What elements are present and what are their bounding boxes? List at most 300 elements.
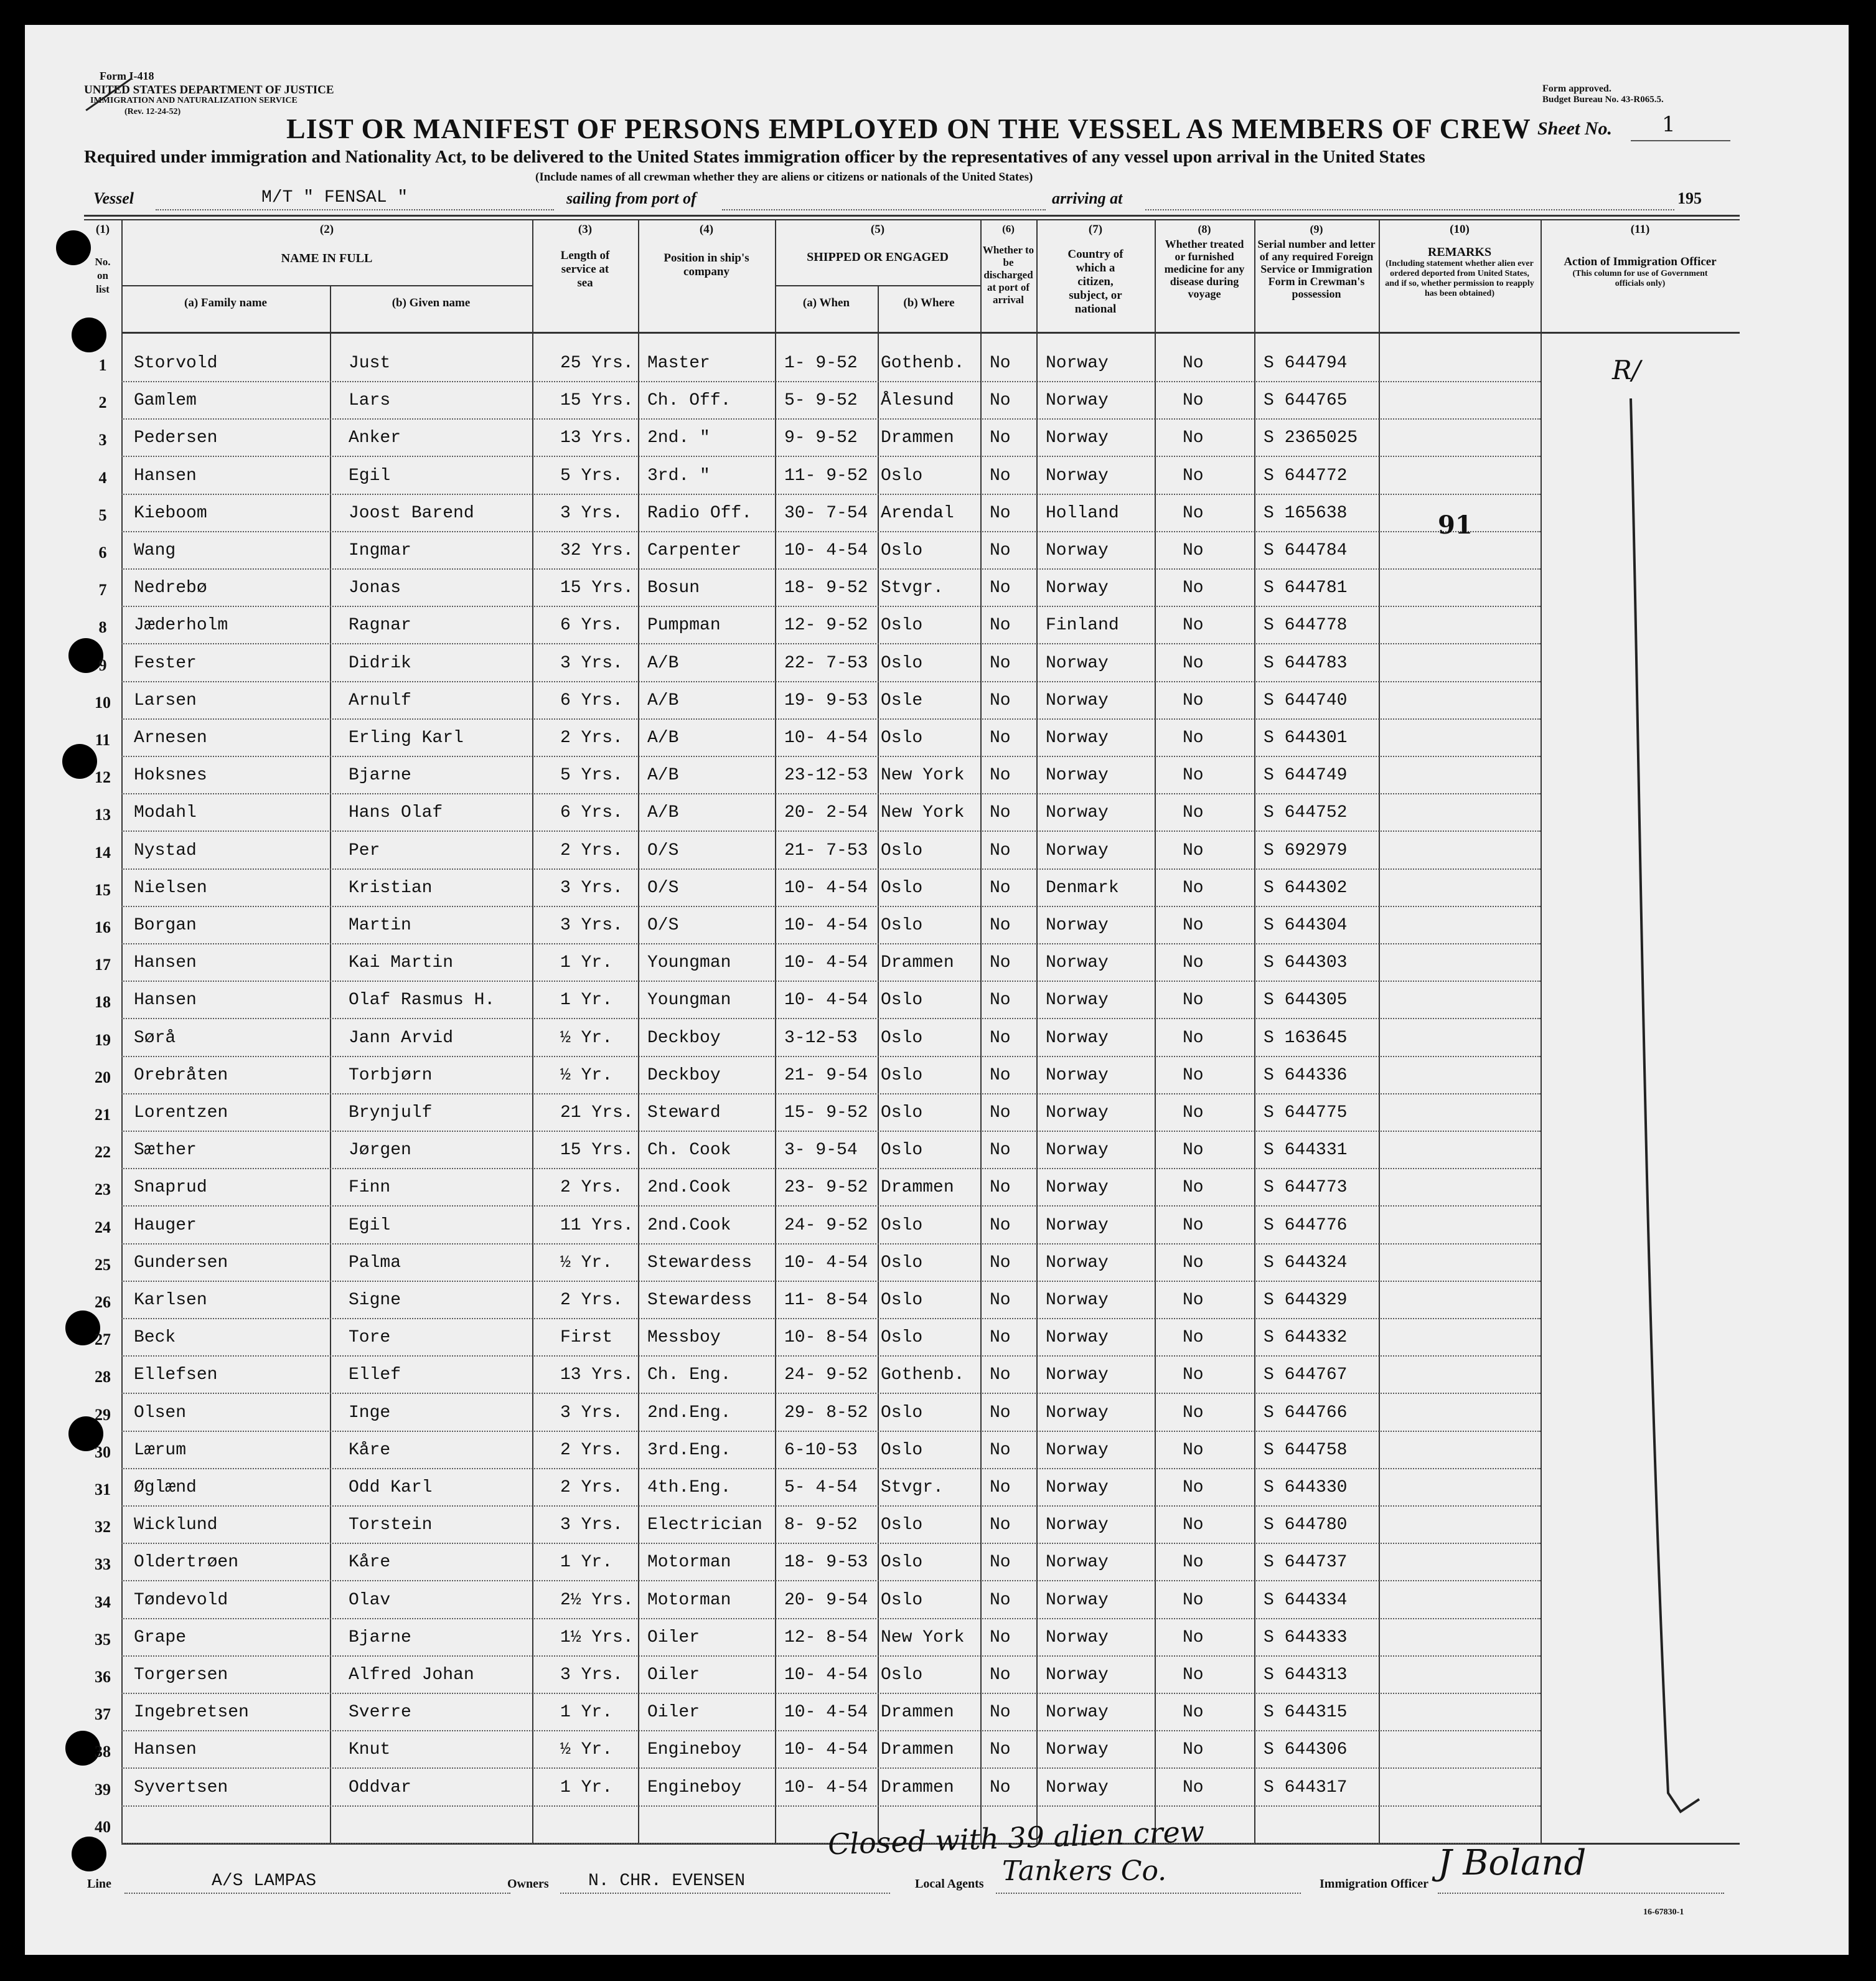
serial-number: S 644301 bbox=[1264, 728, 1348, 748]
family-name: Hansen bbox=[134, 466, 197, 486]
position: Oiler bbox=[647, 1665, 700, 1685]
serial-number: S 692979 bbox=[1264, 840, 1348, 860]
engaged-where: Oslo bbox=[881, 1403, 923, 1423]
serial-number: S 644765 bbox=[1264, 391, 1348, 411]
discharged-at-port: No bbox=[990, 953, 1011, 973]
family-name: Sæther bbox=[134, 1141, 197, 1160]
family-name: Nielsen bbox=[134, 878, 207, 898]
given-name: Sverre bbox=[349, 1703, 411, 1723]
given-name: Kristian bbox=[349, 878, 433, 898]
engaged-where: Drammen bbox=[881, 953, 954, 973]
position: A/B bbox=[647, 690, 679, 710]
family-name: Lærum bbox=[134, 1440, 187, 1460]
position: A/B bbox=[647, 653, 679, 673]
form-approved: Form approved. bbox=[1542, 83, 1611, 94]
treated-during-voyage: No bbox=[1183, 990, 1204, 1010]
treated-during-voyage: No bbox=[1183, 1515, 1204, 1535]
row-number: 19 bbox=[95, 1030, 111, 1049]
length-of-service: 2 Yrs. bbox=[560, 728, 623, 748]
engaged-where: Oslo bbox=[881, 728, 923, 748]
length-of-service: 2½ Yrs. bbox=[560, 1590, 634, 1610]
row-number: 4 bbox=[98, 468, 107, 487]
family-name: Karlsen bbox=[134, 1291, 207, 1310]
serial-number: S 644317 bbox=[1264, 1777, 1348, 1797]
serial-number: S 644776 bbox=[1264, 1215, 1348, 1235]
treated-during-voyage: No bbox=[1183, 1178, 1204, 1198]
engaged-when: 10- 4-54 bbox=[784, 878, 868, 898]
position: Oiler bbox=[647, 1627, 700, 1647]
position: Ch. Off. bbox=[647, 391, 731, 411]
length-of-service: 2 Yrs. bbox=[560, 840, 623, 860]
position: Motorman bbox=[647, 1553, 731, 1573]
position: Oiler bbox=[647, 1703, 700, 1723]
row-number: 11 bbox=[95, 731, 111, 749]
family-name: Storvold bbox=[134, 354, 218, 373]
serial-number: S 644767 bbox=[1264, 1365, 1348, 1385]
treated-during-voyage: No bbox=[1183, 1590, 1204, 1610]
engaged-where: Osle bbox=[881, 690, 923, 710]
length-of-service: 3 Yrs. bbox=[560, 653, 623, 673]
country: Norway bbox=[1046, 840, 1109, 860]
position: 2nd.Cook bbox=[647, 1178, 731, 1198]
discharged-at-port: No bbox=[990, 728, 1011, 748]
position: Stewardess bbox=[647, 1253, 753, 1273]
treated-during-voyage: No bbox=[1183, 466, 1204, 486]
row-number: 6 bbox=[98, 543, 107, 562]
length-of-service: ½ Yr. bbox=[560, 1740, 613, 1760]
discharged-at-port: No bbox=[990, 1703, 1011, 1723]
serial-number: S 2365025 bbox=[1264, 428, 1358, 448]
given-name: Odd Karl bbox=[349, 1478, 433, 1497]
row-number: 36 bbox=[95, 1668, 111, 1686]
row-rule bbox=[121, 831, 1541, 832]
given-name: Palma bbox=[349, 1253, 401, 1273]
serial-number: S 165638 bbox=[1264, 503, 1348, 523]
length-of-service: 13 Yrs. bbox=[560, 1365, 634, 1385]
serial-number: S 644766 bbox=[1264, 1403, 1348, 1423]
row-rule bbox=[121, 1281, 1541, 1282]
serial-number: S 644737 bbox=[1264, 1553, 1348, 1573]
position: Deckboy bbox=[647, 1065, 721, 1085]
family-name: Oldertrøen bbox=[134, 1553, 239, 1573]
discharged-at-port: No bbox=[990, 1215, 1011, 1235]
line-label: Line bbox=[87, 1877, 111, 1891]
country: Norway bbox=[1046, 1440, 1109, 1460]
family-name: Ellefsen bbox=[134, 1365, 218, 1385]
treated-during-voyage: No bbox=[1183, 1028, 1204, 1048]
engaged-when: 10- 4-54 bbox=[784, 1703, 868, 1723]
discharged-at-port: No bbox=[990, 1478, 1011, 1497]
serial-number: S 644794 bbox=[1264, 354, 1348, 373]
row-rule bbox=[121, 1093, 1541, 1094]
row-number: 40 bbox=[95, 1817, 111, 1836]
row-number: 7 bbox=[98, 581, 107, 600]
position: 2nd.Eng. bbox=[647, 1403, 731, 1423]
treated-during-voyage: No bbox=[1183, 1065, 1204, 1085]
serial-number: S 644302 bbox=[1264, 878, 1348, 898]
given-name: Olaf Rasmus H. bbox=[349, 990, 495, 1010]
discharged-at-port: No bbox=[990, 840, 1011, 860]
length-of-service: 2 Yrs. bbox=[560, 1440, 623, 1460]
treated-during-voyage: No bbox=[1183, 840, 1204, 860]
given-name: Ellef bbox=[349, 1365, 401, 1385]
given-name: Inge bbox=[349, 1403, 391, 1423]
engaged-when: 8- 9-52 bbox=[784, 1515, 858, 1535]
discharged-at-port: No bbox=[990, 878, 1011, 898]
budget-bureau: Budget Bureau No. 43-R065.5. bbox=[1542, 95, 1664, 105]
row-number: 38 bbox=[95, 1743, 111, 1761]
treated-during-voyage: No bbox=[1183, 1478, 1204, 1497]
family-name: Øglænd bbox=[134, 1478, 197, 1497]
length-of-service: 25 Yrs. bbox=[560, 354, 634, 373]
country: Norway bbox=[1046, 1478, 1109, 1497]
serial-number: S 644305 bbox=[1264, 990, 1348, 1010]
treated-during-voyage: No bbox=[1183, 1365, 1204, 1385]
discharged-at-port: No bbox=[990, 1178, 1011, 1198]
row-number: 10 bbox=[95, 693, 111, 712]
given-name: Olav bbox=[349, 1590, 391, 1610]
country: Norway bbox=[1046, 1665, 1109, 1685]
position: 2nd.Cook bbox=[647, 1215, 731, 1235]
discharged-at-port: No bbox=[990, 1627, 1011, 1647]
vessel-label: Vessel bbox=[93, 189, 134, 207]
form-number: Form I-418 bbox=[100, 70, 154, 82]
length-of-service: 5 Yrs. bbox=[560, 466, 623, 486]
family-name: Hansen bbox=[134, 990, 197, 1010]
treated-during-voyage: No bbox=[1183, 1141, 1204, 1160]
engaged-where: Oslo bbox=[881, 1665, 923, 1685]
engaged-when: 30- 7-54 bbox=[784, 503, 868, 523]
country: Norway bbox=[1046, 1740, 1109, 1760]
length-of-service: 2 Yrs. bbox=[560, 1178, 623, 1198]
position: A/B bbox=[647, 766, 679, 786]
treated-during-voyage: No bbox=[1183, 953, 1204, 973]
manifest-sheet bbox=[25, 25, 1849, 1955]
row-rule bbox=[121, 756, 1541, 757]
family-name: Beck bbox=[134, 1328, 176, 1348]
row-number: 27 bbox=[95, 1330, 111, 1349]
given-name: Tore bbox=[349, 1328, 391, 1348]
country: Norway bbox=[1046, 653, 1109, 673]
serial-number: S 644778 bbox=[1264, 616, 1348, 636]
length-of-service: 1 Yr. bbox=[560, 1703, 613, 1723]
engaged-when: 10- 4-54 bbox=[784, 1740, 868, 1760]
country: Finland bbox=[1046, 616, 1119, 636]
serial-number: S 644313 bbox=[1264, 1665, 1348, 1685]
engaged-where: Oslo bbox=[881, 1103, 923, 1122]
row-rule bbox=[121, 1355, 1541, 1357]
engaged-where: Gothenb. bbox=[881, 354, 965, 373]
officer-signature: J Boland bbox=[1438, 1843, 1587, 1883]
given-name: Knut bbox=[349, 1740, 391, 1760]
engaged-where: Oslo bbox=[881, 916, 923, 935]
discharged-at-port: No bbox=[990, 766, 1011, 786]
engaged-when: 20- 9-54 bbox=[784, 1590, 868, 1610]
country: Norway bbox=[1046, 803, 1109, 823]
length-of-service: 15 Yrs. bbox=[560, 391, 634, 411]
row-number: 1 bbox=[98, 356, 107, 374]
engaged-when: 9- 9-52 bbox=[784, 428, 858, 448]
given-name: Kåre bbox=[349, 1553, 391, 1573]
given-name: Kåre bbox=[349, 1440, 391, 1460]
given-name: Just bbox=[349, 354, 391, 373]
given-name: Martin bbox=[349, 916, 411, 935]
position: Radio Off. bbox=[647, 503, 753, 523]
position: 3rd. " bbox=[647, 466, 710, 486]
col-6-header: (6) Whether to be discharged at port of arrival bbox=[982, 223, 1034, 306]
year-label: 195 bbox=[1677, 189, 1702, 207]
family-name: Olsen bbox=[134, 1403, 187, 1423]
col-5a-header: (a) When bbox=[802, 296, 850, 309]
engaged-where: Stvgr. bbox=[881, 1478, 944, 1497]
engaged-when: 10- 4-54 bbox=[784, 1665, 868, 1685]
treated-during-voyage: No bbox=[1183, 1740, 1204, 1760]
length-of-service: 13 Yrs. bbox=[560, 428, 634, 448]
treated-during-voyage: No bbox=[1183, 1403, 1204, 1423]
family-name: Nystad bbox=[134, 840, 197, 860]
family-name: Torgersen bbox=[134, 1665, 228, 1685]
row-rule bbox=[121, 606, 1541, 607]
family-name: Snaprud bbox=[134, 1178, 207, 1198]
row-number: 30 bbox=[95, 1442, 111, 1461]
given-name: Torstein bbox=[349, 1515, 433, 1535]
row-rule bbox=[121, 793, 1541, 794]
row-number: 39 bbox=[95, 1780, 111, 1799]
engaged-where: Gothenb. bbox=[881, 1365, 965, 1385]
engaged-when: 19- 9-53 bbox=[784, 690, 868, 710]
country: Norway bbox=[1046, 1553, 1109, 1573]
serial-number: S 644740 bbox=[1264, 690, 1348, 710]
row-number: 8 bbox=[98, 618, 107, 637]
owners-value: N. CHR. EVENSEN bbox=[588, 1871, 746, 1891]
family-name: Lorentzen bbox=[134, 1103, 228, 1122]
family-name: Sørå bbox=[134, 1028, 176, 1048]
treated-during-voyage: No bbox=[1183, 1103, 1204, 1122]
agents-value: Tankers Co. bbox=[1002, 1855, 1167, 1887]
length-of-service: 3 Yrs. bbox=[560, 1403, 623, 1423]
length-of-service: 15 Yrs. bbox=[560, 1141, 634, 1160]
treated-during-voyage: No bbox=[1183, 578, 1204, 598]
family-name: Pedersen bbox=[134, 428, 218, 448]
row-number: 35 bbox=[95, 1630, 111, 1649]
engaged-where: New York bbox=[881, 766, 965, 786]
discharged-at-port: No bbox=[990, 1665, 1011, 1685]
treated-during-voyage: No bbox=[1183, 878, 1204, 898]
discharged-at-port: No bbox=[990, 803, 1011, 823]
engaged-when: 10- 4-54 bbox=[784, 541, 868, 560]
col-5-header: (5) SHIPPED OR ENGAGED bbox=[807, 223, 949, 264]
discharged-at-port: No bbox=[990, 1590, 1011, 1610]
treated-during-voyage: No bbox=[1183, 1215, 1204, 1235]
discharged-at-port: No bbox=[990, 653, 1011, 673]
treated-during-voyage: No bbox=[1183, 1777, 1204, 1797]
family-name: Hansen bbox=[134, 1740, 197, 1760]
serial-number: S 644330 bbox=[1264, 1478, 1348, 1497]
engaged-where: Drammen bbox=[881, 1178, 954, 1198]
given-name: Kai Martin bbox=[349, 953, 454, 973]
discharged-at-port: No bbox=[990, 1777, 1011, 1797]
country: Norway bbox=[1046, 1141, 1109, 1160]
position: 3rd.Eng. bbox=[647, 1440, 731, 1460]
treated-during-voyage: No bbox=[1183, 728, 1204, 748]
given-name: Ingmar bbox=[349, 541, 411, 560]
length-of-service: 21 Yrs. bbox=[560, 1103, 634, 1122]
given-name: Joost Barend bbox=[349, 503, 474, 523]
engaged-where: Oslo bbox=[881, 878, 923, 898]
engaged-where: Drammen bbox=[881, 1703, 954, 1723]
row-rule bbox=[121, 381, 1541, 382]
row-number: 15 bbox=[95, 880, 111, 899]
country: Norway bbox=[1046, 1103, 1109, 1122]
discharged-at-port: No bbox=[990, 1403, 1011, 1423]
country: Norway bbox=[1046, 990, 1109, 1010]
engaged-where: Oslo bbox=[881, 1065, 923, 1085]
engaged-where: New York bbox=[881, 1627, 965, 1647]
country: Norway bbox=[1046, 1777, 1109, 1797]
row-rule bbox=[121, 568, 1541, 570]
length-of-service: 11 Yrs. bbox=[560, 1215, 634, 1235]
position: Ch. Eng. bbox=[647, 1365, 731, 1385]
engaged-when: 5- 9-52 bbox=[784, 391, 858, 411]
length-of-service: 6 Yrs. bbox=[560, 803, 623, 823]
row-number: 22 bbox=[95, 1143, 111, 1162]
col-2a-header: (a) Family name bbox=[184, 296, 267, 309]
engaged-where: Oslo bbox=[881, 1515, 923, 1535]
row-number: 13 bbox=[95, 806, 111, 824]
length-of-service: 3 Yrs. bbox=[560, 1665, 623, 1685]
row-rule bbox=[121, 1205, 1541, 1207]
serial-number: S 644315 bbox=[1264, 1703, 1348, 1723]
col-10-header: (10) REMARKS (Including statement whether alien ever ordered deported from United States, and if so, whether permission to reapply has been obtained) bbox=[1385, 223, 1534, 298]
position: Carpenter bbox=[647, 541, 742, 560]
position: A/B bbox=[647, 803, 679, 823]
row-rule bbox=[121, 1243, 1541, 1245]
country: Norway bbox=[1046, 690, 1109, 710]
country: Norway bbox=[1046, 1028, 1109, 1048]
treated-during-voyage: No bbox=[1183, 541, 1204, 560]
discharged-at-port: No bbox=[990, 690, 1011, 710]
discharged-at-port: No bbox=[990, 1291, 1011, 1310]
given-name: Egil bbox=[349, 466, 391, 486]
sailing-label: sailing from port of bbox=[566, 189, 696, 207]
length-of-service: 1½ Yrs. bbox=[560, 1627, 634, 1647]
given-name: Anker bbox=[349, 428, 401, 448]
position: A/B bbox=[647, 728, 679, 748]
row-number: 2 bbox=[98, 393, 107, 412]
given-name: Ragnar bbox=[349, 616, 411, 636]
discharged-at-port: No bbox=[990, 1440, 1011, 1460]
length-of-service: 3 Yrs. bbox=[560, 916, 623, 935]
engaged-when: 10- 8-54 bbox=[784, 1328, 868, 1348]
position: Pumpman bbox=[647, 616, 721, 636]
engaged-when: 5- 4-54 bbox=[784, 1478, 858, 1497]
treated-during-voyage: No bbox=[1183, 1440, 1204, 1460]
row-number: 29 bbox=[95, 1405, 111, 1424]
serial-number: S 644775 bbox=[1264, 1103, 1348, 1122]
row-number: 20 bbox=[95, 1068, 111, 1086]
engaged-where: Oslo bbox=[881, 990, 923, 1010]
col-2b-header: (b) Given name bbox=[392, 296, 471, 309]
row-rule bbox=[121, 943, 1541, 944]
engaged-when: 11- 9-52 bbox=[784, 466, 868, 486]
row-number: 5 bbox=[98, 506, 107, 524]
engaged-when: 21- 9-54 bbox=[784, 1065, 868, 1085]
family-name: Modahl bbox=[134, 803, 197, 823]
department: UNITED STATES DEPARTMENT OF JUSTICE bbox=[84, 83, 334, 96]
line-value: A/S LAMPAS bbox=[212, 1871, 317, 1891]
position: Engineboy bbox=[647, 1740, 742, 1760]
engaged-when: 18- 9-52 bbox=[784, 578, 868, 598]
engaged-where: Oslo bbox=[881, 1440, 923, 1460]
engaged-when: 10- 4-54 bbox=[784, 916, 868, 935]
row-number: 34 bbox=[95, 1593, 111, 1611]
position: Ch. Cook bbox=[647, 1141, 731, 1160]
treated-during-voyage: No bbox=[1183, 354, 1204, 373]
engaged-where: Drammen bbox=[881, 1740, 954, 1760]
owners-label: Owners bbox=[507, 1877, 549, 1891]
row-rule bbox=[121, 1168, 1541, 1169]
row-number: 26 bbox=[95, 1293, 111, 1311]
treated-during-voyage: No bbox=[1183, 616, 1204, 636]
country: Norway bbox=[1046, 541, 1109, 560]
treated-during-voyage: No bbox=[1183, 1627, 1204, 1647]
length-of-service: First bbox=[560, 1328, 613, 1348]
agents-label: Local Agents bbox=[915, 1877, 984, 1891]
discharged-at-port: No bbox=[990, 1103, 1011, 1122]
length-of-service: ½ Yr. bbox=[560, 1028, 613, 1048]
given-name: Didrik bbox=[349, 653, 411, 673]
serial-number: S 163645 bbox=[1264, 1028, 1348, 1048]
vessel-name: M/T " FENSAL " bbox=[261, 188, 408, 207]
family-name: Ingebretsen bbox=[134, 1703, 249, 1723]
country: Norway bbox=[1046, 354, 1109, 373]
family-name: Jæderholm bbox=[134, 616, 228, 636]
engaged-when: 3- 9-54 bbox=[784, 1141, 858, 1160]
country: Norway bbox=[1046, 1703, 1109, 1723]
serial-number: S 644772 bbox=[1264, 466, 1348, 486]
position: O/S bbox=[647, 878, 679, 898]
country: Norway bbox=[1046, 1178, 1109, 1198]
position: Youngman bbox=[647, 953, 731, 973]
engaged-where: Oslo bbox=[881, 653, 923, 673]
family-name: Orebråten bbox=[134, 1065, 228, 1085]
family-name: Syvertsen bbox=[134, 1777, 228, 1797]
row-rule bbox=[121, 1655, 1541, 1657]
discharged-at-port: No bbox=[990, 391, 1011, 411]
discharged-at-port: No bbox=[990, 916, 1011, 935]
country: Norway bbox=[1046, 391, 1109, 411]
serial-number: S 644324 bbox=[1264, 1253, 1348, 1273]
engaged-when: 10- 4-54 bbox=[784, 728, 868, 748]
country: Norway bbox=[1046, 428, 1109, 448]
bracket-line-mark bbox=[1618, 386, 1712, 1818]
length-of-service: 32 Yrs. bbox=[560, 541, 634, 560]
print-code: 16-67830-1 bbox=[1643, 1908, 1684, 1917]
row-rule bbox=[121, 1805, 1541, 1807]
country: Norway bbox=[1046, 1253, 1109, 1273]
engaged-when: 24- 9-52 bbox=[784, 1215, 868, 1235]
revision: (Rev. 12-24-52) bbox=[124, 107, 181, 116]
engaged-where: Drammen bbox=[881, 1777, 954, 1797]
discharged-at-port: No bbox=[990, 1253, 1011, 1273]
discharged-at-port: No bbox=[990, 1553, 1011, 1573]
serial-number: S 644758 bbox=[1264, 1440, 1348, 1460]
row-rule bbox=[121, 1580, 1541, 1581]
row-rule bbox=[121, 531, 1541, 532]
row-rule bbox=[121, 1730, 1541, 1731]
family-name: Grape bbox=[134, 1627, 187, 1647]
family-name: Tøndevold bbox=[134, 1590, 228, 1610]
